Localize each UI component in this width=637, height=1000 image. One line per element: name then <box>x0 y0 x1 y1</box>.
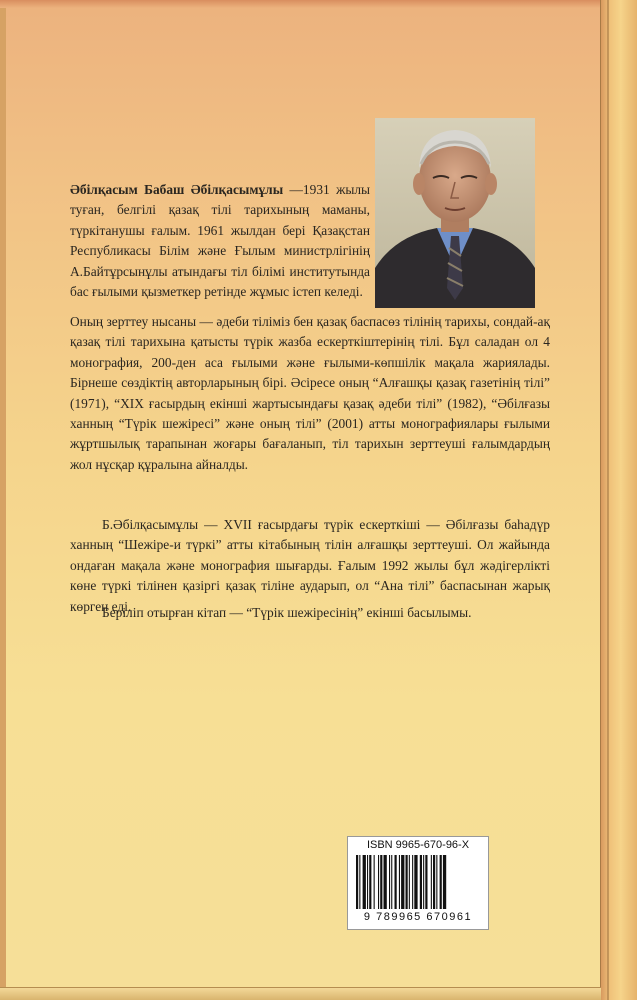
cover-top-edge <box>0 0 600 8</box>
barcode-bar <box>433 855 435 909</box>
barcode-bar <box>443 855 446 909</box>
barcode-bar <box>369 855 371 909</box>
bio-research-paragraph: Оның зерттеу нысаны — әдеби тіліміз бен қазақ баспасөз тілінің тарихы, сондай-ақ қазақ тілі тарихына қатысты түрік жазба ескерткіштерінің тілі. Бұл саладан ол 4 монография, 200-ден аса ғылыми және ғылыми-көпшілік мақала жариялады. Бірнеше сөздіктің авторларының бірі. Әсіресе оның “Алғашқы қазақ газетінің тілі” (1971), “XIX ғасырдың екінші жартысындағы қазақ әдеби тілі” (1982), “Әбілғазы ханның “Түрік шежіресі” және оның тілі” (2001) атты монографиялары ғылыми жұртшылық тарапынан жоғары бағаланып, тіл тарихын зерттеуші ғалымдардың жол нұсқар құралына айналды. <box>70 314 550 472</box>
barcode-bar <box>401 855 404 909</box>
barcode-bar <box>374 855 375 909</box>
bio-intro-text: —1931 жылы туған, белгілі қазақ тілі тарихының маманы, түркітанушы ғалым. 1961 жылдан бері Қазақстан Республикасы Білім және Ғылым министрлігінің А.Байтұрсынұлы атындағы тіл білімі институтында бас ғылыми қызметкер ретінде жұмыс істеп келеді. <box>70 182 370 300</box>
bio-intro-paragraph <box>70 180 370 302</box>
isbn-number: ISBN 9965-670-96-X <box>366 839 470 851</box>
barcode-bar <box>363 855 366 909</box>
cover-bottom-edge <box>0 987 601 1000</box>
book-spine <box>600 0 637 1000</box>
barcode-bar <box>391 855 392 909</box>
barcode-bar <box>367 855 368 909</box>
author-name: Әбілқасым Бабаш Әбілқасымұлы <box>70 182 284 197</box>
edition-note: Беріліп отырған кітап — “Түрік шежіресінің” екінші басылымы. <box>102 605 472 620</box>
barcode-bar <box>406 855 408 909</box>
spine-fold-line <box>607 0 609 1000</box>
barcode-bar <box>395 855 397 909</box>
barcode-bar <box>356 855 358 909</box>
barcode-bar <box>414 855 417 909</box>
author-photo <box>375 118 535 308</box>
barcode-bar <box>431 855 432 909</box>
barcode-bar <box>420 855 422 909</box>
barcode-bar <box>359 855 360 909</box>
barcode-bar <box>399 855 400 909</box>
barcode-bar <box>380 855 382 909</box>
barcode-bar <box>412 855 413 909</box>
ean-number: 9 789965 670961 <box>363 911 473 923</box>
barcode-bar <box>423 855 424 909</box>
barcode-bars <box>354 855 482 909</box>
isbn-barcode <box>347 836 489 930</box>
barcode-bar <box>384 855 387 909</box>
barcode-bar <box>409 855 410 909</box>
cover-left-edge <box>0 0 6 1000</box>
bio-shezhire-paragraph: Б.Әбілқасымұлы — XVII ғасырдағы түрік ескерткіші — Әбілғазы баһадүр ханның “Шежіре-и түркі” атты кітабының тілін алғашқы зерттеуші. Ол жайында ондаған мақала және монография шығарды. Ғалым 1992 жылы бұл жәдігерлікті көне түркі тілінен қазіргі қазақ тіліне аударып, ол “Ана тілі” баспасынан жарық көрген еді. <box>70 517 550 614</box>
barcode-bar <box>425 855 427 909</box>
barcode-bar <box>440 855 442 909</box>
barcode-bar <box>389 855 390 909</box>
barcode-bar <box>436 855 437 909</box>
barcode-bar <box>378 855 379 909</box>
